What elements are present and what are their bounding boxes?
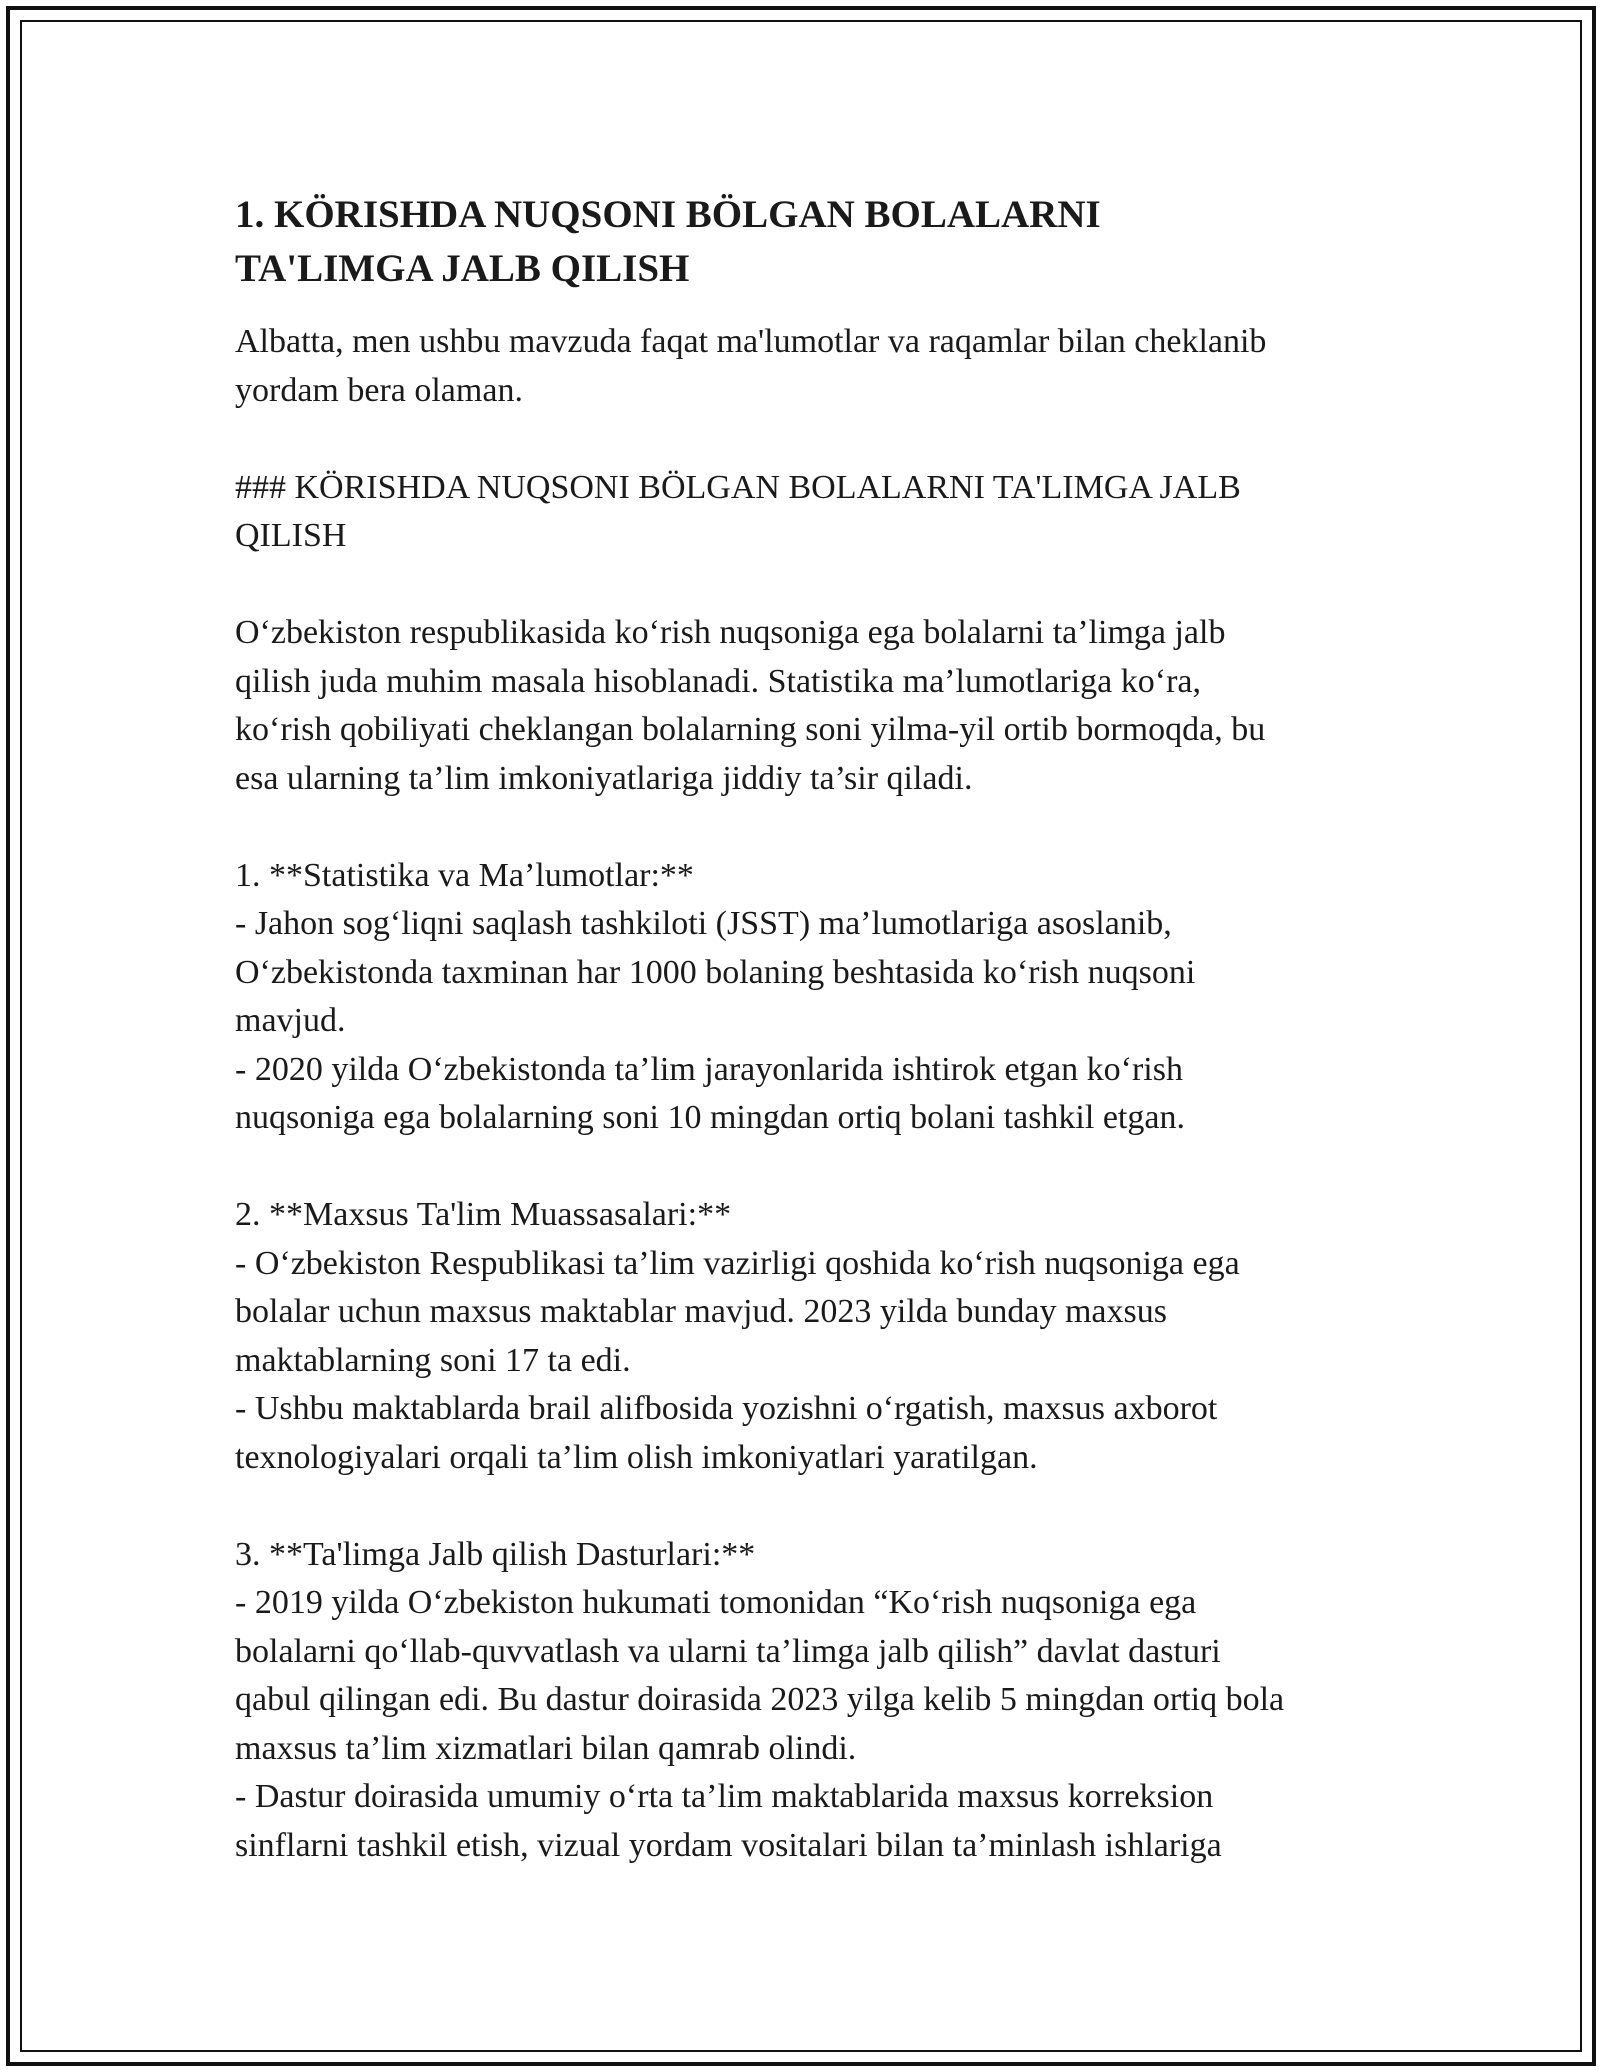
spacer [235,803,1395,852]
spacer [235,1143,1395,1192]
section-heading: 1. **Statistika va Ma’lumotlar:** [235,856,694,894]
section-statistics [235,852,1395,1143]
spacer [235,1482,1395,1531]
spacer [235,415,1395,464]
section-programs [235,1531,1395,1871]
document-title: 1. KÖRISHDA NUQSONI BÖLGAN BOLALARNI TA'LIMGA JALB QILISH [235,193,1101,290]
section-bullet: - Jahon sog‘liqni saqlash tashkiloti (JSST) ma’lumotlariga asoslanib, O‘zbekistonda taxminan har 1000 bolaning beshtasida ko‘rish nuqsoni mavjud. [235,905,1196,1039]
section-bullet: - 2019 yilda O‘zbekiston hukumati tomonidan “Ko‘rish nuqsoniga ega bolalarni qo‘llab-quvvatlash va ularni ta’limga jalb qilish” davlat dasturi qabul qilingan edi. Bu dastur doirasida 2023 yilga kelib 5 mingdan ortiq bola maxsus ta’lim xizmatlari bilan qamrab olindi. [235,1584,1285,1767]
section-bullet: - 2020 yilda O‘zbekistonda ta’lim jarayonlarida ishtirok etgan ko‘rish nuqsoniga ega bolalarning soni 10 mingdan ortiq bolani tashkil etgan. [235,1050,1185,1136]
section-bullet: - Dastur doirasida umumiy o‘rta ta’lim maktablarida maxsus korreksion sinflarni tashkil etish, vizual yordam vositalari bilan ta’minlash ishlariga [235,1778,1222,1864]
section-bullet: - O‘zbekiston Respublikasi ta’lim vazirligi qoshida ko‘rish nuqsoniga ega bolalar uchun maxsus maktablar mavjud. 2023 yilda bunday maxsus maktablarning soni 17 ta edi. [235,1244,1240,1379]
section-special-institutions [235,1191,1395,1482]
overview-paragraph: O‘zbekiston respublikasida ko‘rish nuqsoniga ega bolalarni ta’limga jalb qilish juda muhim masala hisoblanadi. Statistika ma’lumotlariga ko‘ra, ko‘rish qobiliyati cheklangan bolalarning soni yilma-yil ortib bormoqda, bu esa ularning ta’lim imkoniyatlariga jiddiy ta’sir qiladi. [235,614,1266,797]
document-body [235,188,1395,1870]
section-heading: 2. **Maxsus Ta'lim Muassasalari:** [235,1196,732,1233]
section-heading: 3. **Ta'limga Jalb qilish Dasturlari:** [235,1535,756,1573]
spacer [235,561,1395,610]
subheading-text: ### KÖRISHDA NUQSONI BÖLGAN BOLALARNI TA'LIMGA JALB QILISH [235,468,1241,554]
section-bullet: - Ushbu maktablarda brail alifbosida yozishni o‘rgatish, maxsus axborot texnologiyalari orqali ta’lim olish imkoniyatlari yaratilgan. [235,1390,1218,1476]
intro-paragraph: Albatta, men ushbu mavzuda faqat ma'lumotlar va raqamlar bilan cheklanib yordam bera olaman. [235,323,1267,409]
